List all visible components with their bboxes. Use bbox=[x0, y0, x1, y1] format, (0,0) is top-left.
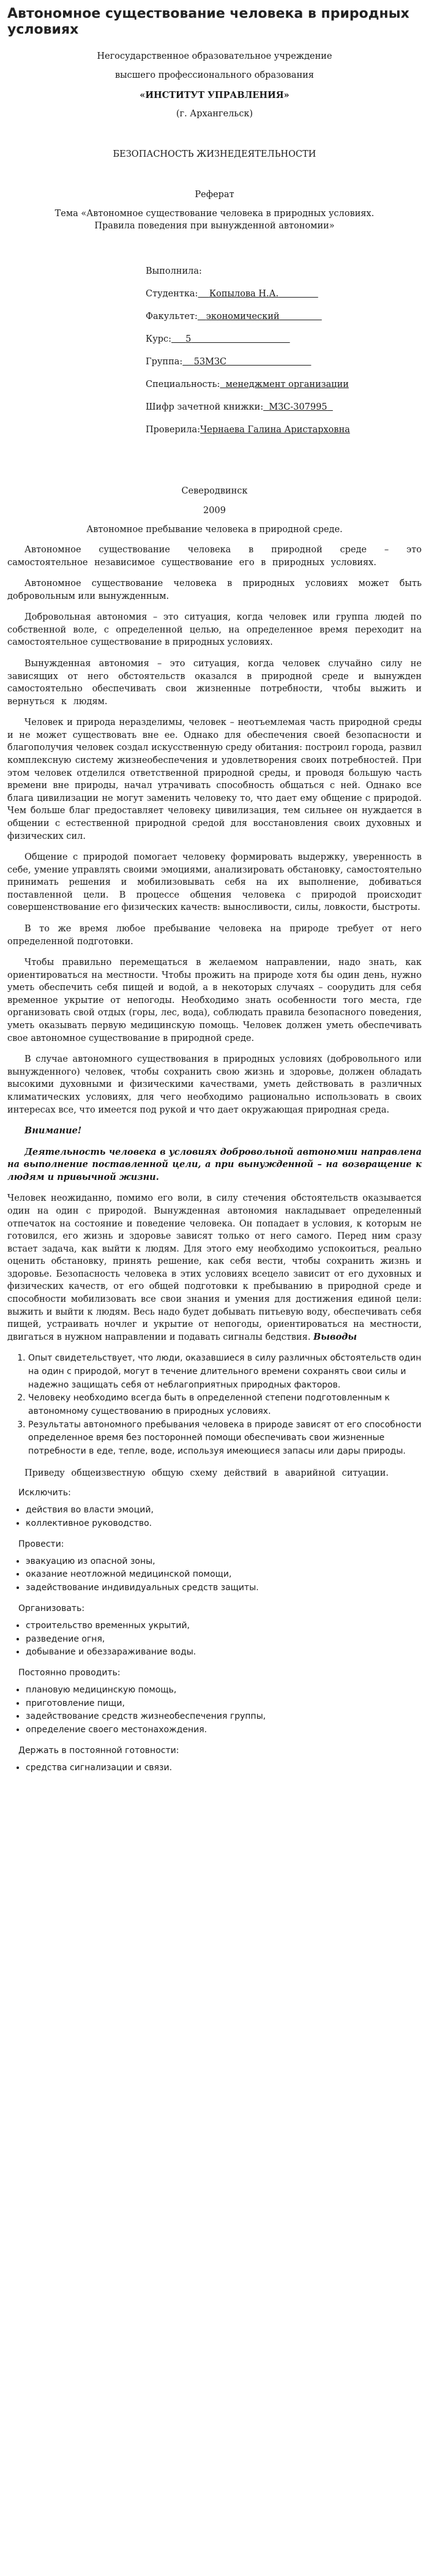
paragraph: Автономное существование человека в природных условиях может быть добровольным или вынужденным. bbox=[7, 579, 422, 601]
topic-line-2: Правила поведения при вынужденной автономии» bbox=[94, 220, 335, 231]
topic-line-1: Тема «Автономное существование человека в природных условиях. bbox=[54, 209, 375, 219]
list-item: 2. Человеку необходимо всегда быть в определенной степени подготовленным к автономному существованию в природных условиях. bbox=[28, 1392, 422, 1418]
section-subtitle: Автономное пребывание человека в природной среде. bbox=[86, 525, 343, 535]
record-book-label: Шифр зачетной книжки: bbox=[146, 402, 264, 413]
student-value: Копылова Н.А. bbox=[209, 289, 279, 299]
department-name: БЕЗОПАСНОСТЬ ЖИЗНЕДЕЯТЕЛЬНОСТИ bbox=[113, 149, 316, 160]
paragraph-emphasis: Деятельность человека в условиях добровольной автономии направлена на выполнение поставленной цели, а при вынужденной – на возвращение к людям и привычной жизни. bbox=[7, 1146, 422, 1182]
constant-heading: Постоянно проводить: bbox=[18, 1667, 121, 1678]
list-item: 3. Результаты автономного пребывания человека в природе зависят от его способности определенное время без посторонней помощи обеспечивать свои жизненные потребности в еде, тепле, воде, используя имеющиеся запасы или дары природы. bbox=[28, 1419, 422, 1459]
paragraph: Общение с природой помогает человеку формировать выдержку, уверенность в себе, умение управлять своими эмоциями, анализировать обстановку, самостоятельно принимать решения и мобилизовывать себя на их выполнение, добиваться поставленной цели. В процессе общения человека с природой происходит совершенствование его физических качеств: выносливости, силы, ловкости, быстроты. bbox=[7, 852, 422, 913]
faculty-row bbox=[146, 306, 422, 328]
essay-body bbox=[7, 544, 422, 1774]
paragraph: Добровольная автономия – это ситуация, когда человек или группа людей по собственной воле, с определенной целью, на определенное время переходит на самостоятельное существование в природных условиях. bbox=[7, 612, 422, 648]
checked-by-value: Чернаева Галина Аристарховна bbox=[200, 425, 350, 435]
group-label: Группа: bbox=[146, 357, 183, 367]
record-book-value: МЗС-307995 bbox=[269, 402, 327, 413]
list-item: • определение своего местонахождения. bbox=[26, 1724, 422, 1737]
list-item: • коллективное руководство. bbox=[26, 1517, 422, 1531]
specialty-value: менеджмент организации bbox=[225, 380, 349, 390]
faculty-label: Факультет: bbox=[146, 312, 198, 322]
institution-type: Негосударственное образовательное учреждение bbox=[97, 51, 332, 61]
list-item: • приготовление пищи, bbox=[26, 1697, 422, 1711]
paragraph: Чтобы правильно перемещаться в желаемом направлении, надо знать, как ориентироваться на местности. Чтобы прожить на природе хотя бы один день, нужно уметь обеспечить себя пищей и водой, а в некоторых случаях – соорудить для себя временное укрытие от непогоды. Необходимо знать особенности того места, где организовать свой отдых (горы, лес, вода), соблюдать правила безопасного поведения, уметь оказывать первую медицинскую помощь. Человек должен уметь обеспечивать свое автономное существование в природной среде. bbox=[7, 958, 422, 1043]
list-item: • задействование индивидуальных средств защиты. bbox=[26, 1582, 422, 1595]
exclude-list bbox=[7, 1504, 422, 1530]
paragraph bbox=[7, 1192, 422, 1343]
institution-city: (г. Архангельск) bbox=[176, 109, 253, 119]
attention-note: Внимание! bbox=[24, 1125, 82, 1136]
paragraph: Автономное существование человека в природной среде – это самостоятельное независимое существование его в природных условиях. bbox=[7, 544, 422, 568]
list-item: • оказание неотложной медицинской помощи, bbox=[26, 1568, 422, 1582]
organize-heading: Организовать: bbox=[18, 1603, 85, 1613]
record-book-row bbox=[146, 396, 422, 419]
student-label: Студентка: bbox=[146, 289, 198, 299]
checked-by-row bbox=[146, 419, 422, 441]
list-item: • эвакуацию из опасной зоны, bbox=[26, 1555, 422, 1569]
check-list bbox=[7, 1555, 422, 1595]
checked-by-label: Проверила: bbox=[146, 425, 201, 435]
faculty-value: экономический bbox=[206, 312, 280, 322]
course-value: 5 bbox=[185, 334, 192, 345]
paragraph: Приведу общеизвестную общую схему действий в аварийной ситуации. bbox=[24, 1468, 389, 1478]
paragraph: Вынужденная автономия – это ситуация, когда человек случайно силу не зависящих от него обстоятельств оказался в природной среде и вынужден самостоятельно обеспечивать свои жизненные потребности, чтобы выжить и вернуться к людям. bbox=[7, 659, 422, 707]
conclusions-list bbox=[7, 1352, 422, 1459]
title-page-footer bbox=[7, 486, 422, 536]
group-value: 53МЗС bbox=[193, 357, 227, 367]
conclusions-label: Выводы bbox=[313, 1331, 357, 1342]
form-heading: Выполнила: bbox=[146, 266, 202, 277]
course-label: Курс: bbox=[146, 334, 172, 345]
institution-name: «ИНСТИТУТ УПРАВЛЕНИЯ» bbox=[140, 89, 289, 100]
list-item: • разведение огня, bbox=[26, 1633, 422, 1647]
list-item: 1. Опыт свидетельствует, что люди, оказавшиеся в силу различных обстоятельств один на один с природой, могут в течение длительного времени сохранять свои силы и надежно защищать себя от неблагоприятных природных факторов. bbox=[28, 1352, 422, 1392]
constant-list bbox=[7, 1684, 422, 1737]
student-row bbox=[146, 283, 422, 306]
exclude-heading: Исключить: bbox=[18, 1488, 71, 1498]
list-item: • строительство временных укрытий, bbox=[26, 1620, 422, 1633]
year: 2009 bbox=[203, 505, 226, 516]
paragraph-text: Человек неожиданно, помимо его воли, в силу стечения обстоятельств оказывается один на один с природой. Вынужденная автономия накладывает определенный отпечаток на состояние и поведение человека. Он попадает в условия, к которым не готовился, его жизнь и здоровье зависят только от него самого. Перед ним сразу встает задача, как выйти к людям. Для этого ему необходимо успокоиться, реально оценить обстановку, принять решение, как себя вести, чтобы сохранить жизнь и здоровье. Безопасность человека в этих условиях всецело зависит от его духовных и физических качеств, от его общей подготовки к пребыванию в природной среде и способности мобилизовать все свои знания и умения для достижения единой цели: выжить и выйти к людям. Весь надо будет добывать питьевую воду, обеспечивать себя пищей, устраивать ночлег и укрытие от непогоды, ориентироваться на местности, двигаться в нужном направлении и подавать сигналы бедствия. bbox=[7, 1193, 422, 1342]
list-item: • средства сигнализации и связи. bbox=[26, 1762, 422, 1775]
specialty-row bbox=[146, 374, 422, 396]
paragraph: В то же время любое пребывание человека на природе требует от него определенной подготовки. bbox=[7, 924, 422, 947]
city: Северодвинск bbox=[181, 486, 248, 497]
list-item: • действия во власти эмоций, bbox=[26, 1504, 422, 1517]
organize-list bbox=[7, 1620, 422, 1659]
group-row bbox=[146, 351, 422, 374]
title-page-header bbox=[7, 51, 422, 233]
check-heading: Провести: bbox=[18, 1539, 64, 1549]
education-level: высшего профессионального образования bbox=[114, 70, 315, 81]
list-item: • плановую медицинскую помощь, bbox=[26, 1684, 422, 1697]
specialty-label: Специальность: bbox=[146, 380, 220, 390]
course-row bbox=[146, 328, 422, 351]
list-item: • задействование средств жизнеобеспечения группы, bbox=[26, 1710, 422, 1724]
ready-list bbox=[7, 1762, 422, 1775]
author-form bbox=[146, 260, 422, 441]
ready-heading: Держать в постоянной готовности: bbox=[18, 1745, 179, 1756]
list-item: • добывание и обеззараживание воды. bbox=[26, 1646, 422, 1659]
work-type: Реферат bbox=[195, 189, 234, 200]
paragraph: Человек и природа неразделимы, человек – неотъемлемая часть природной среды и не может существовать вне ее. Однако для обеспечения своей безопасности и благополучия человек создал искусственную среду обитания: построил города, развил комплексную систему жизнеобеспечения и удовлетворения своих потребностей. При этом человек отделился ответственной природной среды, и проводя большую часть времени вне природы, начал утрачивать способность общаться с ней. Однако все блага цивилизации не могут заменить человеку то, что дает ему общение с природой. Чем больше благ предоставляет человеку цивилизация, тем сильнее он нуждается в общении с естественной природной средой для восстановления своих духовных и физических сил. bbox=[7, 718, 422, 841]
paragraph: В случае автономного существования в природных условиях (добровольного или вынужденного) человек, чтобы сохранить свою жизнь и здоровье, должен обладать высокими духовными и физическими качествами, уметь действовать в различных климатических условиях, для чего необходимо рационально использовать в своих интересах все, что имеется под рукой и что дает окружающая природная среда. bbox=[7, 1054, 422, 1115]
page-title: Автономное существование человека в природных условиях bbox=[7, 6, 409, 38]
